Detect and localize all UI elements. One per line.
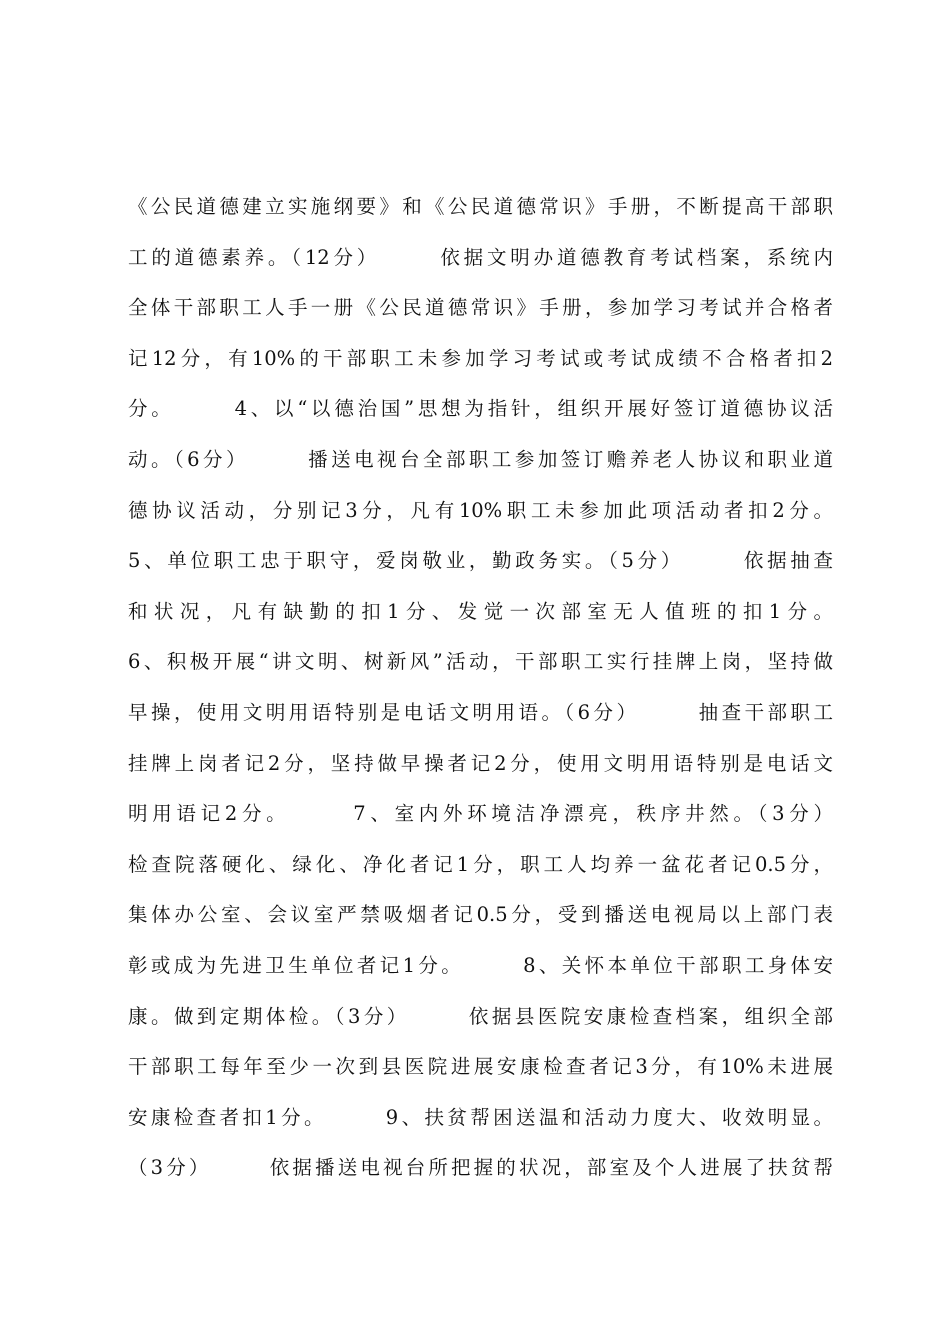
paragraph-line: 工的道德素养。（12分） 依据文明办道德教育考试档案，系统内 (128, 245, 833, 269)
paragraph-line: 6、积极开展“讲文明、树新风”活动，干部职工实行挂牌上岗，坚持做 (128, 650, 833, 674)
paragraph-line: 安康检查者扣1分。 9、扶贫帮困送温和活动力度大、收效明显。 (128, 1105, 833, 1129)
paragraph-line: 和状况，凡有缺勤的扣1分、发觉一次部室无人值班的扣1分。 (128, 599, 833, 623)
paragraph-line: 德协议活动，分别记3分，凡有10%职工未参加此项活动者扣2分。 (128, 498, 833, 522)
paragraph-line: 彰或成为先进卫生单位者记1分。 8、关怀本单位干部职工身体安 (128, 953, 833, 977)
paragraph-line: 集体办公室、会议室严禁吸烟者记0.5分，受到播送电视局以上部门表 (128, 903, 833, 927)
paragraph-line: 明用语记2分。 7、室内外环境洁净漂亮，秩序井然。（3分） (128, 802, 833, 826)
paragraph-line: 《公民道德建立实施纲要》和《公民道德常识》手册，不断提高干部职 (128, 195, 833, 218)
paragraph-line: 动。（6分） 播送电视台全部职工参加签订赡养老人协议和职业道 (128, 447, 833, 471)
paragraph-line: 分。 4、以“以德治国”思想为指针，组织开展好签订道德协议活 (128, 397, 833, 421)
paragraph-line: 5、单位职工忠于职守，爱岗敬业，勤政务实。（5分） 依据抽查 (128, 549, 833, 573)
paragraph-line: 挂牌上岗者记2分，坚持做早操者记2分，使用文明用语特别是电话文 (128, 751, 833, 775)
paragraph-line: （3分） 依据播送电视台所把握的状况，部室及个人进展了扶贫帮 (128, 1156, 833, 1180)
document-body (128, 187, 833, 1199)
paragraph-line: 康。做到定期体检。（3分） 依据县医院安康检查档案，组织全部 (128, 1004, 833, 1028)
paragraph-line: 记12分，有10%的干部职工未参加学习考试或考试成绩不合格者扣2 (128, 346, 833, 370)
paragraph-line: 早操，使用文明用语特别是电话文明用语。（6分） 抽查干部职工 (128, 700, 833, 724)
paragraph-line: 干部职工每年至少一次到县医院进展安康检查者记3分，有10%未进展 (128, 1055, 833, 1079)
paragraph-line: 全体干部职工人手一册《公民道德常识》手册，参加学习考试并合格者 (128, 296, 833, 320)
paragraph-line: 检查院落硬化、绿化、净化者记1分，职工人均养一盆花者记0.5分， (128, 852, 833, 876)
